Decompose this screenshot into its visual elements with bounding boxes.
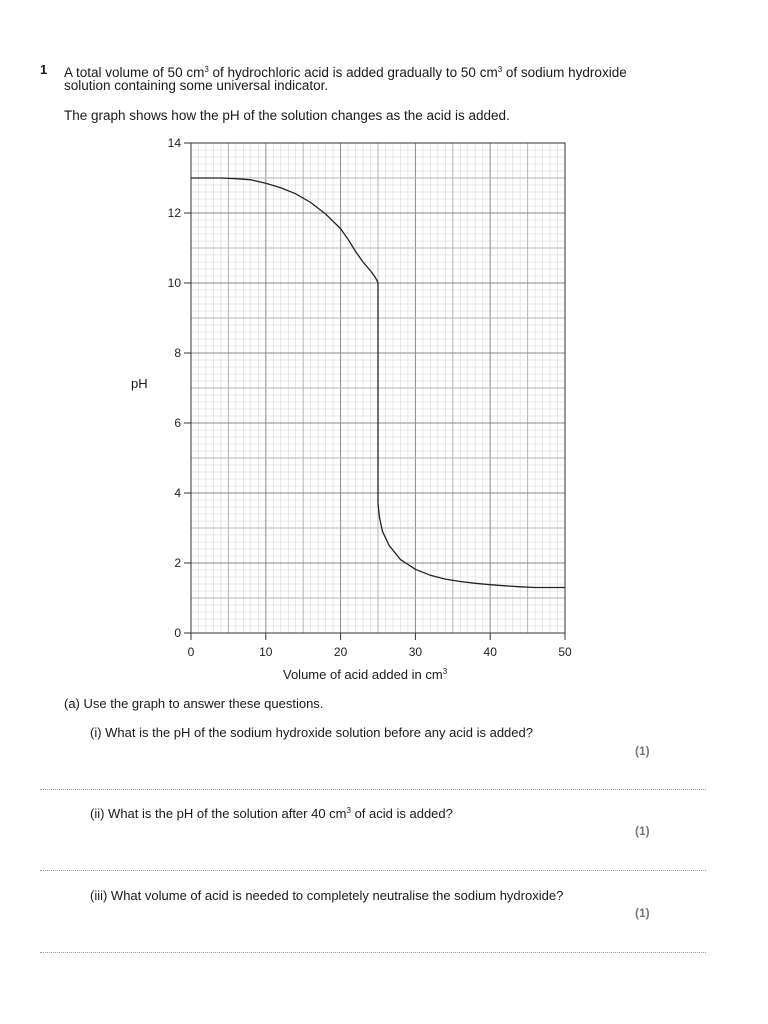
x-tick-label: 20 bbox=[333, 645, 348, 659]
chart-x-ticks bbox=[188, 633, 572, 659]
chart-y-ticks bbox=[168, 136, 191, 640]
question-a-ii: (ii) What is the pH of the solution after 40 $cm^3$ of acid is added? bbox=[90, 806, 453, 821]
x-tick-label: 0 bbox=[187, 645, 195, 659]
x-tick-label: 40 bbox=[483, 645, 497, 659]
answer-line-a-i[interactable] bbox=[40, 789, 706, 790]
y-tick-label: 4 bbox=[174, 486, 181, 500]
y-tick-label: 14 bbox=[167, 136, 181, 150]
mark-a-ii: (1) bbox=[635, 824, 650, 838]
mark-a-iii: (1) bbox=[635, 906, 650, 920]
x-tick-label: 50 bbox=[558, 645, 572, 659]
y-tick-label: 10 bbox=[167, 276, 181, 290]
y-axis-label: pH bbox=[131, 376, 148, 391]
y-tick-label: 12 bbox=[167, 206, 181, 220]
answer-line-a-ii[interactable] bbox=[40, 870, 706, 871]
mark-a-i: (1) bbox=[635, 744, 650, 758]
question-intro-line1: A total volume of 50 $cm^3$ of hydrochloric acid is added gradually to 50 $cm^3$ of sodium hydroxide bbox=[64, 65, 627, 80]
y-tick-label: 2 bbox=[174, 556, 181, 570]
y-tick-label: 8 bbox=[174, 346, 181, 360]
question-a-iii: (iii) What volume of acid is needed to completely neutralise the sodium hydroxide? bbox=[90, 888, 564, 903]
x-tick-label: 10 bbox=[259, 645, 273, 659]
answer-line-a-iii[interactable] bbox=[40, 952, 706, 953]
question-a-i: (i) What is the pH of the sodium hydroxide solution before any acid is added? bbox=[90, 725, 533, 740]
part-a-intro: (a) Use the graph to answer these questions. bbox=[64, 696, 324, 711]
x-axis-label: Volume of acid added in $cm^3$ bbox=[283, 667, 448, 682]
graph-intro: The graph shows how the pH of the solution changes as the acid is added. bbox=[64, 108, 510, 123]
question-number: 1 bbox=[40, 62, 48, 77]
question-intro-line2: solution containing some universal indicator. bbox=[64, 78, 329, 93]
y-tick-label: 6 bbox=[174, 416, 181, 430]
y-tick-label: 0 bbox=[174, 626, 181, 640]
x-tick-label: 30 bbox=[408, 645, 423, 659]
